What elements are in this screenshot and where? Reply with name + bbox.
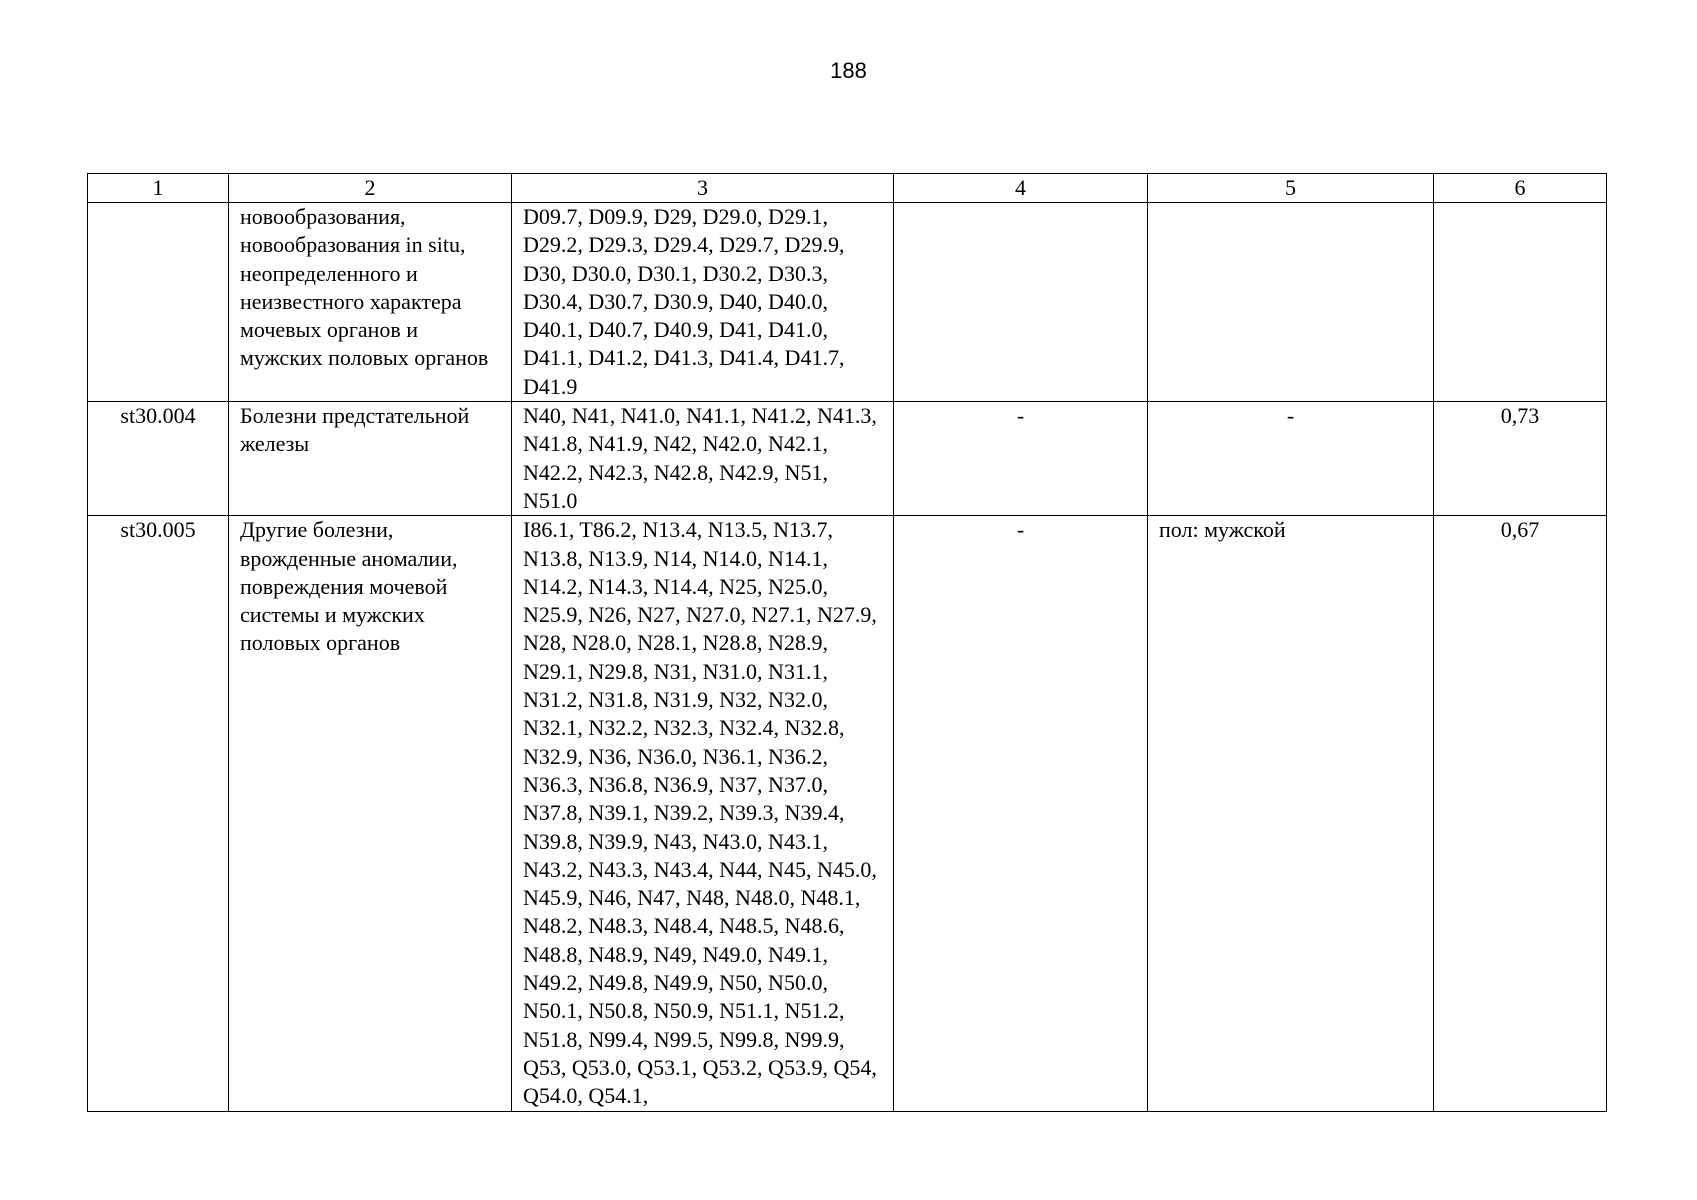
tariff-table bbox=[87, 173, 1607, 1112]
column-header-1: 1 bbox=[88, 174, 229, 203]
row-col4: - bbox=[894, 516, 1148, 1111]
header-row bbox=[88, 174, 1607, 203]
column-header-5: 5 bbox=[1148, 174, 1434, 203]
column-header-4: 4 bbox=[894, 174, 1148, 203]
row-coefficient: 0,67 bbox=[1434, 516, 1607, 1111]
row-icd-codes: D09.7, D09.9, D29, D29.0, D29.1, D29.2, D29.3, D29.4, D29.7, D29.9, D30, D30.0, D30.1, D30.2, D30.3, D30.4, D30.7, D30.9, D40, D40.0, D40.1, D40.7, D40.9, D41, D41.0, D41.1, D41.2, D41.3, D41.4, D41.7, D41.9 bbox=[512, 203, 894, 402]
row-col5 bbox=[1148, 203, 1434, 402]
row-code: st30.004 bbox=[88, 402, 229, 516]
row-col4 bbox=[894, 203, 1148, 402]
table-row bbox=[88, 203, 1607, 402]
page-number: 188 bbox=[830, 58, 867, 83]
row-col5: - bbox=[1148, 402, 1434, 516]
row-coefficient bbox=[1434, 203, 1607, 402]
row-description: Другие болезни, врожденные аномалии, повреждения мочевой системы и мужских половых органов bbox=[229, 516, 512, 1111]
row-description: Болезни предстательной железы bbox=[229, 402, 512, 516]
column-header-2: 2 bbox=[229, 174, 512, 203]
row-code bbox=[88, 203, 229, 402]
row-col4: - bbox=[894, 402, 1148, 516]
row-description: новообразования, новообразования in situ, неопределенного и неизвестного характера мочевых органов и мужских половых органов bbox=[229, 203, 512, 402]
column-header-6: 6 bbox=[1434, 174, 1607, 203]
row-icd-codes: N40, N41, N41.0, N41.1, N41.2, N41.3, N41.8, N41.9, N42, N42.0, N42.1, N42.2, N42.3, N42.8, N42.9, N51, N51.0 bbox=[512, 402, 894, 516]
row-coefficient: 0,73 bbox=[1434, 402, 1607, 516]
row-sex-criterion: пол: мужской bbox=[1148, 516, 1434, 1111]
row-code: st30.005 bbox=[88, 516, 229, 1111]
column-header-3: 3 bbox=[512, 174, 894, 203]
table-row bbox=[88, 516, 1607, 1111]
row-icd-codes: I86.1, T86.2, N13.4, N13.5, N13.7, N13.8, N13.9, N14, N14.0, N14.1, N14.2, N14.3, N14.4, N25, N25.0, N25.9, N26, N27, N27.0, N27.1, N27.9, N28, N28.0, N28.1, N28.8, N28.9, N29.1, N29.8, N31, N31.0, N31.1, N31.2, N31.8, N31.9, N32, N32.0, N32.1, N32.2, N32.3, N32.4, N32.8, N32.9, N36, N36.0, N36.1, N36.2, N36.3, N36.8, N36.9, N37, N37.0, N37.8, N39.1, N39.2, N39.3, N39.4, N39.8, N39.9, N43, N43.0, N43.1, N43.2, N43.3, N43.4, N44, N45, N45.0, N45.9, N46, N47, N48, N48.0, N48.1, N48.2, N48.3, N48.4, N48.5, N48.6, N48.8, N48.9, N49, N49.0, N49.1, N49.2, N49.8, N49.9, N50, N50.0, N50.1, N50.8, N50.9, N51.1, N51.2, N51.8, N99.4, N99.5, N99.8, N99.9, Q53, Q53.0, Q53.1, Q53.2, Q53.9, Q54, Q54.0, Q54.1, bbox=[512, 516, 894, 1111]
table-row bbox=[88, 402, 1607, 516]
